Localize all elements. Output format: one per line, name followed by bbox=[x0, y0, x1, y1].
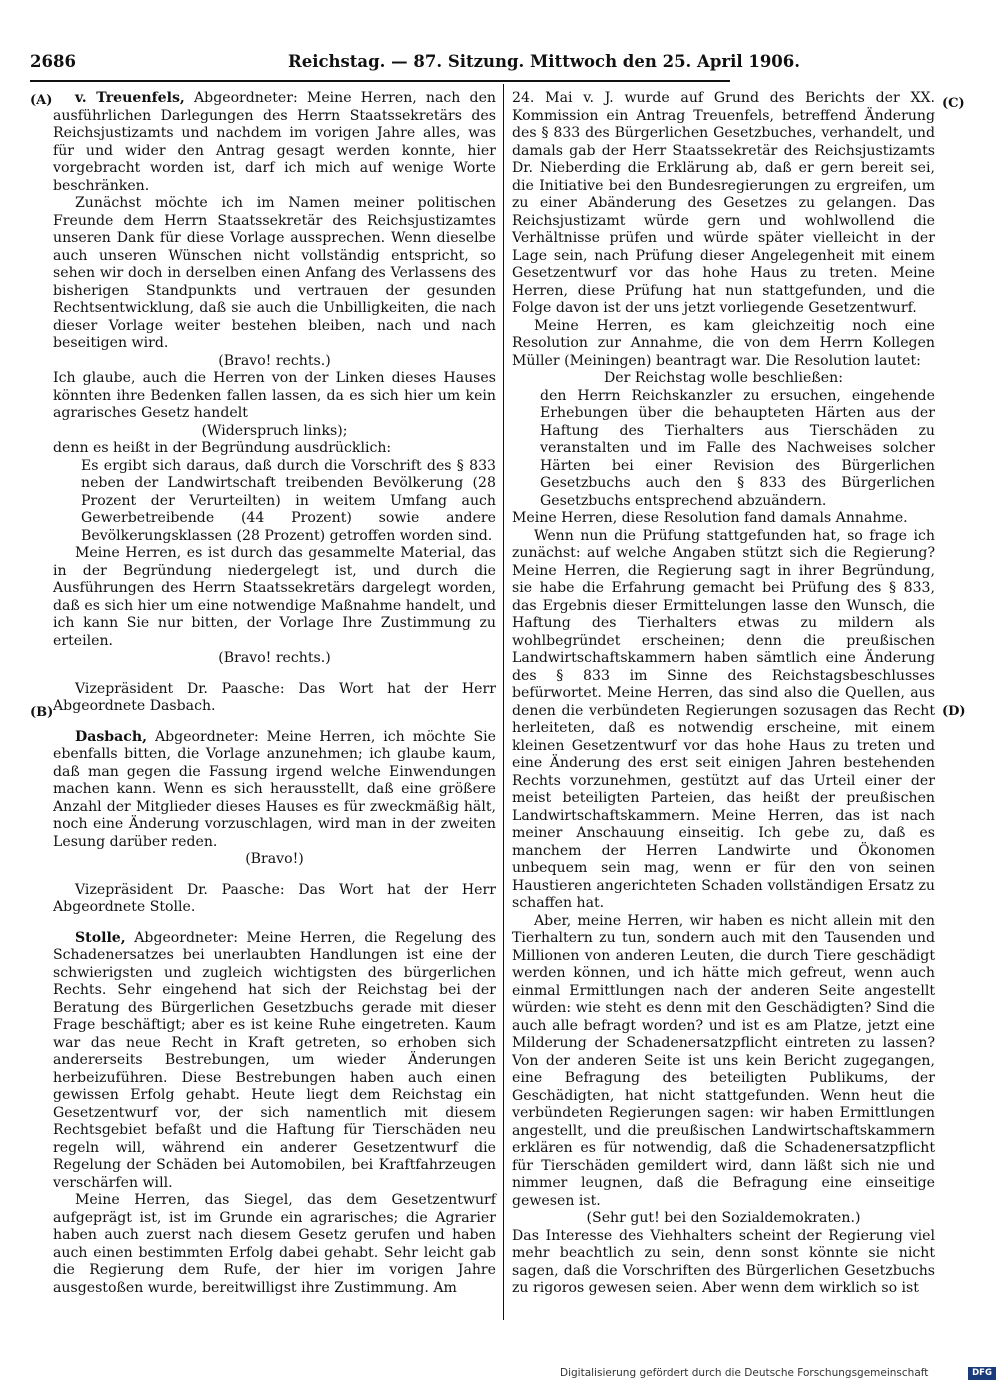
margin-mark-b: (B) bbox=[30, 705, 54, 720]
paragraph: Aber, meine Herren, wir haben es nicht allein mit den Tierhaltern zu tun, sondern auch mit den Tausenden und Millionen von anderen Leuten, die durch Tiere geschädigt werden können, und ich hätte mich gefreut, wenn auch einmal Ermittlungen nach der anderen Seite angestellt würden: wie steht es denn mit den Geschädigten? Sind die auch alle befragt worden? und ist es am Platze, jetzt eine Milderung der Schadenersatzpflicht eintreten zu lassen? Von der anderen Seite ist uns kein Bericht zugegangen, eine Befragung des beteiligten Publikums, der Geschädigten, hat nicht stattgefunden. Wenn heut die verbündeten Regierungen sagen: wir haben Ermittlungen angestellt, und die preußischen Landwirtschaftskammern erklären es für notwendig, daß die Schadenersatzpflicht für Tierschäden gemildert wird, dann läßt sich nie und nimmer leugnen, daß die Befragung eine einseitige gewesen ist. bbox=[512, 912, 935, 1209]
column-divider bbox=[503, 84, 504, 1320]
page-header bbox=[30, 52, 801, 80]
paragraph bbox=[53, 729, 496, 852]
paragraph bbox=[53, 90, 496, 195]
paragraph: Vizepräsident Dr. Paasche: Das Wort hat der Herr Abgeordnete Dasbach. bbox=[53, 680, 496, 714]
resolution-heading: Der Reichstag wolle beschließen: bbox=[604, 370, 843, 386]
paragraph: Meine Herren, es ist durch das gesammelte Material, das in der Begründung niedergelegt ist, und durch die Ausführungen des Herrn Staatssekretärs dargelegt worden, daß es sich hier um eine notwendige Maßnahme handelt, und ich kann Sie nur bitten, der Vorlage Ihre Zustimmung zu erteilen. bbox=[53, 545, 496, 649]
margin-mark-a: (A) bbox=[30, 93, 53, 108]
paragraph: Das Interesse des Viehhalters scheint der Regierung viel mehr beachtlich zu sein, denn sonst könnte sie nicht sagen, daß die Vorschriften des Bürgerlichen Gesetzbuchs zu rigoros gewesen seien. Aber wenn dem wirklich so ist bbox=[512, 1227, 935, 1296]
speaker-name: v. Treuenfels, bbox=[75, 90, 185, 106]
paragraph: Zunächst möchte ich im Namen meiner politischen Freunde dem Herrn Staatssekretär des Reichsjustizamtes unseren Dank für diese Vorlage aussprechen. Wenn dieselbe auch unseren Wünschen nicht vollständig entspricht, so sehen wir doch in derselben einen Anfang des Verlassens des bisherigen Standpunkts und vertrauen der gesunden Rechtsentwicklung, daß sie auch die Unbilligkeiten, die nach dieser Vorlage weiter bestehen bleiben, nach und nach beseitigen wird. bbox=[53, 195, 496, 351]
footer bbox=[560, 1367, 1000, 1383]
speaker-name: Stolle, bbox=[75, 929, 126, 946]
paragraph: Meine Herren, das Siegel, das dem Gesetzentwurf aufgeprägt ist, ist im Grunde ein agrarisches; die Agrarier haben auch zuerst nach diesem Gesetz gerufen und haben auch einen bestimmten Erfolg dabei gehabt. Sehr leicht gab die Regierung dem Rufe, der hier im vorigen Jahre ausgestoßen wurde, bereitwilligst ihre Zustimmung. Am bbox=[53, 1192, 496, 1296]
margin-mark-d: (D) bbox=[942, 704, 966, 719]
interjection: (Bravo! rechts.) bbox=[218, 650, 331, 666]
interjection: (Bravo! rechts.) bbox=[218, 352, 331, 369]
paragraph bbox=[53, 930, 496, 1193]
block-quote: Es ergibt sich daraus, daß durch die Vorschrift des § 833 neben der Landwirtschaft treibenden Bevölkerung (28 Prozent der Verurteilten) in weitem Umfang auch Gewerbetreibende (44 Prozent) sowie andere Bevölkerungsklassen (28 Prozent) getroffen worden sind. bbox=[81, 457, 496, 544]
page-number: 2686 bbox=[30, 52, 76, 71]
paragraph-text: Abgeordneter: Meine Herren, ich möchte Sie ebenfalls bitten, die Vorlage anzunehmen; ich glaube kaum, daß man gegen die Fassung irgend welche Einwendungen machen kann. Wenn es sich herausstellt, daß eine größere Anzahl der Mitglieder dieses Hauses es für zweckmäßig hält, noch eine Änderung vorzuschlagen, wird man in der zweiten Lesung darüber reden. bbox=[53, 728, 496, 850]
paragraph: denn es heißt in der Begründung ausdrücklich: bbox=[53, 440, 392, 456]
margin-mark-c: (C) bbox=[942, 96, 965, 111]
dfg-logo: DFG bbox=[968, 1367, 996, 1380]
paragraph-text: Abgeordneter: Meine Herren, nach den ausführlichen Darlegungen des Herrn Staatssekretärs des Reichsjustizamts und nachdem im vorigen Jahre alles, was für und wider den Antrag gesagt werden konnte, hier vorgebracht worden ist, darf ich mich auf wenige Worte beschränken. bbox=[53, 90, 496, 194]
running-title: Reichstag. — 87. Sitzung. Mittwoch den 25. April 1906. bbox=[288, 52, 801, 71]
paragraph: Wenn nun die Prüfung stattgefunden hat, so frage ich zunächst: auf welche Angaben stützt sich die Regierung? Meine Herren, die Regierung sagt in ihrer Begründung, sie habe die Erfahrung gemacht bei Prüfung des § 833, das Ergebnis dieser Ermittelungen lasse den Wunsch, die Haftung des Tierhalters etwas zu mildern als wohlbegründet erscheinen; denn die preußischen Landwirtschaftskammern haben sämtlich eine Änderung des § 833 im Sinne des Reichstagsbeschlusses befürwortet. Meine Herren, das sind also die Quellen, aus denen die verbündeten Regierungen sozusagen das Recht herleiteten, daß es notwendig erscheine, mit einem kleinen Gesetzentwurf vor das hohe Haus zu treten und eine Änderung des erst seit einigen Jahren bestehenden Rechts vorzunehmen, gestützt auf das Urteil einer der meist beteiligten Parteien, das heißt der preußischen Landwirtschaftskammern. Meine Herren, das ist nach meiner Anschauung einseitig. Ich gebe zu, daß es manchem der Herren Landwirte und Ökonomen unbequem sein mag, wenn er für den von seinen Haustieren angerichteten Schaden vollständigen Ersatz zu schaffen hat. bbox=[512, 527, 935, 911]
interjection: (Sehr gut! bei den Sozialdemokraten.) bbox=[586, 1210, 861, 1226]
paragraph: Meine Herren, diese Resolution fand damals Annahme. bbox=[512, 510, 908, 526]
paragraph: Meine Herren, es kam gleichzeitig noch eine Resolution zur Annahme, die von dem Herrn Kollegen Müller (Meiningen) beantragt war. Die Resolution lautet: bbox=[512, 317, 935, 369]
interjection: (Widerspruch links); bbox=[201, 422, 348, 439]
paragraph: Vizepräsident Dr. Paasche: Das Wort hat der Herr Abgeordnete Stolle. bbox=[53, 881, 496, 915]
left-column bbox=[53, 90, 496, 1297]
footer-credit: Digitalisierung gefördert durch die Deutsche Forschungsgemeinschaft bbox=[560, 1367, 929, 1379]
speaker-name: Dasbach, bbox=[75, 728, 148, 745]
paragraph-text: Abgeordneter: Meine Herren, die Regelung des Schadenersatzes bei unerlaubten Handlungen ist eine der schwierigsten und zugleich wichtigsten des bürgerlichen Rechts. Sehr eingehend hat sich der Reichstag bei der Beratung des Bürgerlichen Gesetzbuchs gerade mit dieser Frage beschäftigt; aber es ist keine Ruhe eingetreten. Kaum war das neue Recht in Kraft getreten, so erhoben sich andererseits Bestrebungen, um wieder Änderungen herbeizuführen. Diese Bestrebungen haben auch einen gewissen Erfolg gehabt. Heute liegt dem Reichstag ein Gesetzentwurf vor, der sich namentlich mit diesem Rechtsgebiet befaßt und die Haftung für Tierschäden neu regeln will, während ein anderer Gesetzentwurf die Regelung der Schäden bei Automobilen, bei Kraftfahrzeugen verschärfen will. bbox=[53, 929, 496, 1191]
paragraph: 24. Mai v. J. wurde auf Grund des Berichts der XX. Kommission ein Antrag Treuenfels, betreffend Änderung des § 833 des Bürgerlichen Gesetzbuches, verhandelt, und damals gab der Herr Staatssekretär des Reichsjustizamts Dr. Nieberding die Erklärung ab, daß er gern bereit sei, die Initiative bei den Bundesregierungen zu ergreifen, um zu einer Abänderung des Gesetzes zu gelangen. Das Reichsjustizamt würde gern und wohlwollend die Verhältnisse prüfen und würde später vielleicht in der Lage sein, nach Prüfung dieser Angelegenheit mit einem Gesetzentwurf vor das hohe Haus zu treten. Meine Herren, diese Prüfung hat nun stattgefunden, und die Folge davon ist der uns jetzt vorliegende Gesetzentwurf. bbox=[512, 90, 935, 316]
paragraph: Ich glaube, auch die Herren von der Linken dieses Hauses könnten ihre Bedenken fallen lassen, da es sich hier um kein agrarisches Gesetz handelt bbox=[53, 370, 496, 421]
header-rule bbox=[30, 80, 730, 82]
block-quote: den Herrn Reichskanzler zu ersuchen, eingehende Erhebungen über die behaupteten Härten aus der Haftung des Tierhalters aus Tierschäden zu veranstalten und im Falle des Nachweises solcher Härten bei einer Revision des Bürgerlichen Gesetzbuchs auch den § 833 des Bürgerlichen Gesetzbuchs entsprechend abzuändern. bbox=[540, 387, 935, 509]
interjection: (Bravo!) bbox=[245, 851, 304, 867]
right-column bbox=[512, 90, 935, 1298]
